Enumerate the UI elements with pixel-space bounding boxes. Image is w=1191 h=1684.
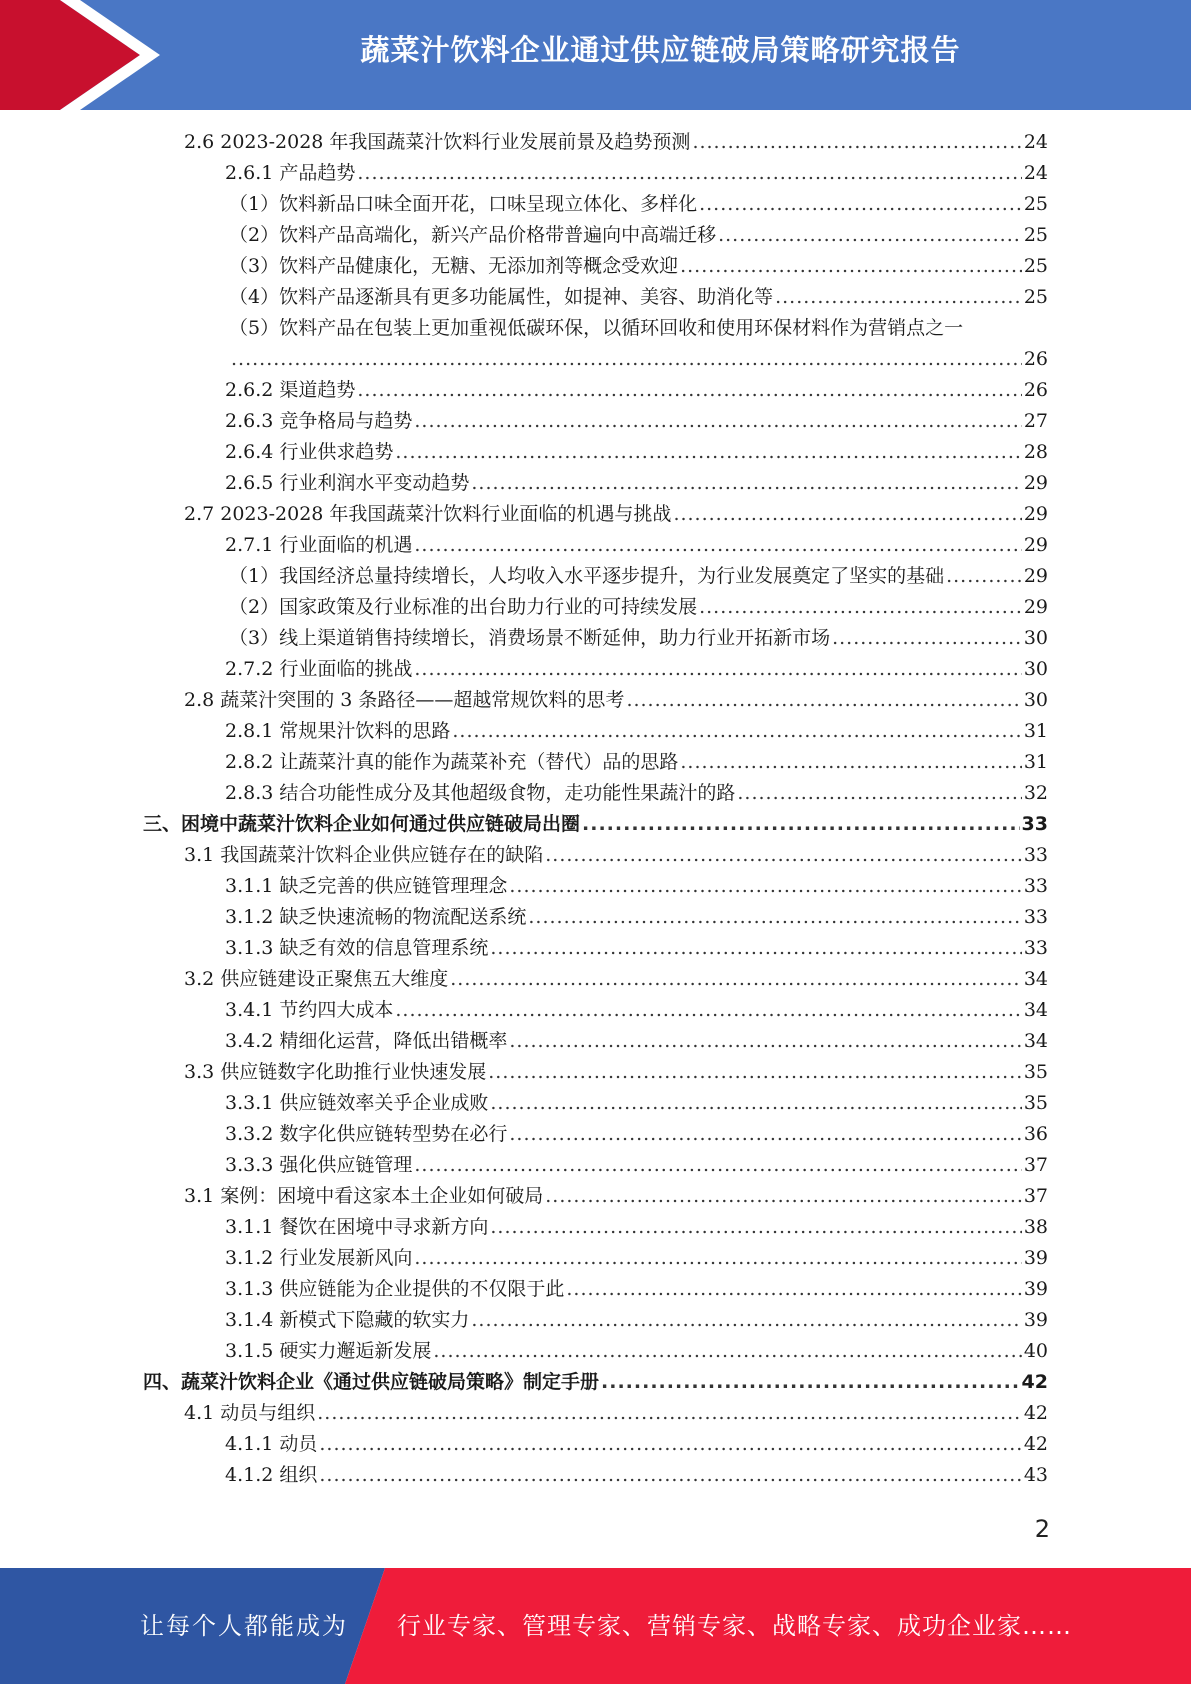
toc-entry[interactable] [0,1274,1048,1305]
toc-leader-dots [471,468,1021,499]
toc-page-number: 25 [1023,224,1048,246]
toc-entry-title: 2.8 蔬菜汁突围的 3 条路径——超越常规饮料的思考 [184,689,625,711]
toc-entry[interactable] [0,1429,1048,1460]
toc-entry[interactable] [0,375,1048,406]
page-number: 2 [1034,1515,1050,1543]
toc-leader-dots [566,1274,1021,1305]
toc-leader-dots [490,1212,1021,1243]
toc-page-number: 34 [1023,968,1048,990]
toc-entry-title: （3）饮料产品健康化，无糖、无添加剂等概念受欢迎 [229,255,679,277]
toc-entry-title: 3.3 供应链数字化助推行业快速发展 [184,1061,487,1083]
toc-leader-dots [699,592,1022,623]
toc-entry-title: （1）我国经济总量持续增长，人均收入水平逐步提升，为行业发展奠定了坚实的基础 [229,565,945,587]
toc-leader-dots [414,654,1021,685]
toc-page-number: 31 [1023,720,1048,742]
toc-leader-dots [680,747,1021,778]
toc-page-number: 34 [1023,1030,1048,1052]
toc-entry-title: 2.8.2 让蔬菜汁真的能作为蔬菜补充（替代）品的思路 [225,751,679,773]
toc-leader-dots [488,1057,1022,1088]
toc-page-number: 29 [1023,565,1048,587]
toc-page-number: 37 [1023,1185,1048,1207]
toc-entry-title: 四、蔬菜汁饮料企业《通过供应链破局策略》制定手册 [143,1371,600,1393]
toc-leader-dots [395,437,1021,468]
toc-entry[interactable] [0,437,1048,468]
toc-entry-title: 3.1.2 行业发展新风向 [225,1247,413,1269]
toc-entry[interactable] [0,747,1048,778]
toc-entry[interactable] [0,1243,1048,1274]
toc-leader-dots [317,1398,1022,1429]
toc-page-number: 33 [1023,937,1048,959]
toc-entry-title: 3.1.5 硬实力邂逅新发展 [225,1340,432,1362]
toc-page-number: 33 [1023,844,1048,866]
toc-entry[interactable] [0,530,1048,561]
toc-leader-dots [414,1150,1021,1181]
report-title: 蔬菜汁饮料企业通过供应链破局策略研究报告 [360,33,961,67]
toc-entry[interactable] [0,251,1048,282]
toc-entry[interactable] [0,1336,1048,1367]
toc-entry[interactable] [0,499,1048,530]
toc-entry-title: （2）饮料产品高端化，新兴产品价格带普遍向中高端迁移 [229,224,717,246]
toc-entry-title: 4.1.2 组织 [225,1464,318,1486]
toc-entry[interactable] [0,1212,1048,1243]
toc-page-number: 38 [1023,1216,1048,1238]
toc-entry-title: （4）饮料产品逐渐具有更多功能属性，如提神、美容、助消化等 [229,286,774,308]
toc-entry[interactable]: （5）饮料产品在包装上更加重视低碳环保，以循环回收和使用环保材料作为营销点之一 [229,317,964,339]
toc-page-number: 39 [1023,1247,1048,1269]
toc-page-number: 26 [1023,348,1048,370]
toc-entry[interactable] [0,840,1048,871]
toc-entry-title: （1）饮料新品口味全面开花，口味呈现立体化、多样化 [229,193,698,215]
toc-entry-title: 2.7.2 行业面临的挑战 [225,658,413,680]
toc-leader-dots [626,685,1021,716]
header-arrow-decoration [0,0,160,110]
footer-slogan-right: 行业专家、管理专家、营销专家、战略专家、成功企业家…… [397,1612,1072,1640]
toc-entry[interactable] [0,592,1048,623]
toc-entry-title: 2.6.1 产品趋势 [225,162,356,184]
toc-entry-title: 4.1 动员与组织 [184,1402,316,1424]
toc-entry[interactable] [0,158,1048,189]
toc-entry[interactable] [0,623,1048,654]
toc-entry[interactable] [0,902,1048,933]
toc-entry-title: 3.2 供应链建设正聚焦五大维度 [184,968,449,990]
toc-page-number: 24 [1023,131,1048,153]
toc-page-number: 39 [1023,1309,1048,1331]
page-header [0,0,1191,110]
toc-entry-title: 2.6 2023-2028 年我国蔬菜汁饮料行业发展前景及趋势预测 [184,131,691,153]
toc-page-number: 27 [1023,410,1048,432]
toc-page-number: 33 [1021,813,1048,835]
toc-entry[interactable] [0,189,1048,220]
toc-leader-dots [319,1429,1021,1460]
toc-chapter-entry[interactable] [0,1367,1048,1398]
toc-page-number: 42 [1023,1433,1048,1455]
toc-entry[interactable] [0,1150,1048,1181]
toc-page-number: 30 [1023,627,1048,649]
toc-leader-dots [414,1243,1021,1274]
toc-entry[interactable] [0,1088,1048,1119]
toc-page-number: 40 [1023,1340,1048,1362]
toc-leader-dots [699,189,1022,220]
toc-entry-title: 3.1.3 供应链能为企业提供的不仅限于此 [225,1278,565,1300]
toc-entry-title: 2.8.3 结合功能性成分及其他超级食物，走功能性果蔬汁的路 [225,782,736,804]
toc-entry-title: 3.3.1 供应链效率关乎企业成败 [225,1092,489,1114]
toc-entry-title: 2.6.3 竞争格局与趋势 [225,410,413,432]
toc-leader-dots [414,406,1021,437]
toc-page-number: 25 [1023,255,1048,277]
toc-leader-dots [357,158,1021,189]
toc-leader-dots [718,220,1022,251]
toc-leader-dots [509,871,1021,902]
toc-entry-title: 3.1 我国蔬菜汁饮料企业供应链存在的缺陷 [184,844,544,866]
toc-leader-dots [509,1026,1021,1057]
toc-entry-title: 2.6.5 行业利润水平变动趋势 [225,472,470,494]
toc-leader-dots [528,902,1021,933]
toc-entry-title: 2.7.1 行业面临的机遇 [225,534,413,556]
toc-page-number: 26 [1023,379,1048,401]
toc-page-number: 33 [1023,906,1048,928]
toc-entry[interactable] [0,1026,1048,1057]
toc-entry[interactable] [0,964,1048,995]
toc-leader-dots [357,375,1021,406]
table-of-contents [0,127,1191,1491]
toc-entry-continuation[interactable] [0,344,1048,375]
toc-entry[interactable] [0,1398,1048,1429]
toc-entry[interactable] [0,716,1048,747]
toc-entry[interactable] [0,468,1048,499]
toc-entry[interactable] [0,282,1048,313]
toc-leader-dots [231,344,1022,375]
toc-entry-title: 3.3.2 数字化供应链转型势在必行 [225,1123,508,1145]
toc-entry-title: 三、困境中蔬菜汁饮料企业如何通过供应链破局出圈 [143,813,581,835]
toc-entry[interactable] [0,561,1048,592]
toc-leader-dots [452,716,1021,747]
toc-page-number: 28 [1023,441,1048,463]
toc-page-number: 43 [1023,1464,1048,1486]
toc-leader-dots [545,1181,1022,1212]
toc-page-number: 36 [1023,1123,1048,1145]
toc-entry[interactable] [0,995,1048,1026]
toc-leader-dots [832,623,1022,654]
toc-entry[interactable] [0,1460,1048,1491]
toc-leader-dots [946,561,1022,592]
toc-entry-title: 2.8.1 常规果汁饮料的思路 [225,720,451,742]
toc-entry-title: 3.4.2 精细化运营，降低出错概率 [225,1030,508,1052]
toc-page-number: 35 [1023,1092,1048,1114]
toc-entry-title: 3.1.3 缺乏有效的信息管理系统 [225,937,489,959]
toc-entry[interactable] [0,685,1048,716]
toc-page-number: 39 [1023,1278,1048,1300]
toc-page-number: 30 [1023,689,1048,711]
toc-entry[interactable] [0,871,1048,902]
toc-leader-dots [545,840,1022,871]
toc-page-number: 31 [1023,751,1048,773]
toc-entry-title: 4.1.1 动员 [225,1433,318,1455]
toc-entry-title: 2.6.2 渠道趋势 [225,379,356,401]
toc-leader-dots [433,1336,1021,1367]
toc-page-number: 32 [1023,782,1048,804]
toc-entry[interactable] [0,654,1048,685]
toc-entry[interactable] [0,127,1048,158]
toc-entry[interactable] [0,1119,1048,1150]
toc-page-number: 25 [1023,286,1048,308]
toc-entry[interactable] [0,1305,1048,1336]
toc-entry-title: 3.1.1 餐饮在困境中寻求新方向 [225,1216,489,1238]
toc-page-number: 29 [1023,596,1048,618]
toc-entry[interactable] [0,1057,1048,1088]
toc-entry-title: 2.6.4 行业供求趋势 [225,441,394,463]
toc-page-number: 33 [1023,875,1048,897]
toc-page-number: 35 [1023,1061,1048,1083]
toc-page-number: 29 [1023,472,1048,494]
toc-page-number: 29 [1023,503,1048,525]
toc-leader-dots [509,1119,1021,1150]
toc-entry-title: 3.4.1 节约四大成本 [225,999,394,1021]
toc-leader-dots [414,530,1021,561]
toc-page-number: 30 [1023,658,1048,680]
toc-entry-title: 3.1.2 缺乏快速流畅的物流配送系统 [225,906,527,928]
toc-entry[interactable] [0,1181,1048,1212]
toc-entry-title: 3.3.3 强化供应链管理 [225,1154,413,1176]
toc-leader-dots [471,1305,1021,1336]
toc-leader-dots [737,778,1021,809]
page-footer [0,1568,1191,1684]
toc-leader-dots [673,499,1021,530]
toc-page-number: 29 [1023,534,1048,556]
toc-page-number: 24 [1023,162,1048,184]
toc-leader-dots [490,1088,1021,1119]
toc-leader-dots [395,995,1021,1026]
toc-entry[interactable] [0,406,1048,437]
footer-slogan-left: 让每个人都能成为 [140,1612,348,1640]
toc-entry-title: （3）线上渠道销售持续增长，消费场景不断延伸，助力行业开拓新市场 [229,627,831,649]
toc-leader-dots [319,1460,1021,1491]
toc-leader-dots [775,282,1022,313]
toc-page-number: 34 [1023,999,1048,1021]
toc-page-number: 42 [1021,1371,1048,1393]
toc-leader-dots [582,809,1020,840]
toc-chapter-entry[interactable] [0,809,1048,840]
toc-entry-title: 3.1 案例：困境中看这家本土企业如何破局 [184,1185,544,1207]
toc-entry-title: 2.7 2023-2028 年我国蔬菜汁饮料行业面临的机遇与挑战 [184,503,672,525]
toc-page-number: 37 [1023,1154,1048,1176]
toc-leader-dots [692,127,1021,158]
toc-entry[interactable] [0,933,1048,964]
toc-entry[interactable] [0,220,1048,251]
toc-page-number: 25 [1023,193,1048,215]
toc-leader-dots [490,933,1021,964]
toc-leader-dots [680,251,1022,282]
toc-leader-dots [450,964,1022,995]
toc-page-number: 42 [1023,1402,1048,1424]
toc-entry[interactable] [0,778,1048,809]
toc-leader-dots [601,1367,1020,1398]
toc-entry-title: （2）国家政策及行业标准的出台助力行业的可持续发展 [229,596,698,618]
toc-entry-title: 3.1.1 缺乏完善的供应链管理理念 [225,875,508,897]
toc-entry-title: 3.1.4 新模式下隐藏的软实力 [225,1309,470,1331]
